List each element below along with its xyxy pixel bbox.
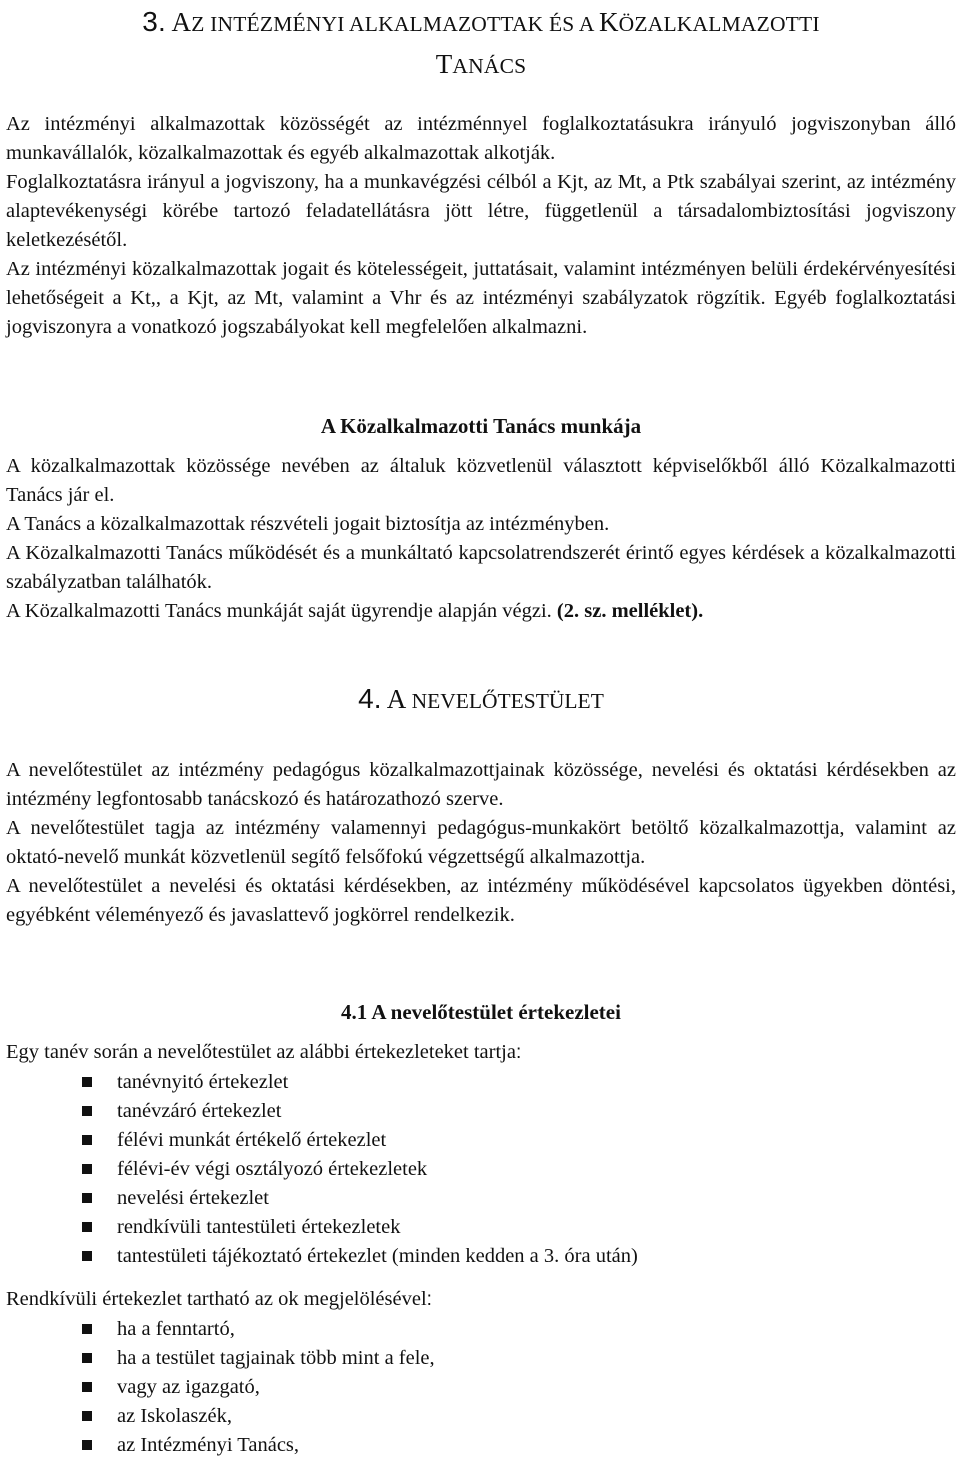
kt-body	[6, 452, 956, 626]
list-item: félévi-év végi osztályozó értekezletek	[6, 1155, 956, 1184]
section-3-body	[6, 110, 956, 342]
list-item: félévi munkát értékelő értekezlet	[6, 1126, 956, 1155]
paragraph: A Tanács a közalkalmazottak részvételi jogait biztosítja az intézményben.	[6, 513, 610, 535]
list-item: vagy az igazgató,	[6, 1373, 956, 1402]
list-item: nevelési értekezlet	[6, 1184, 956, 1213]
paragraph: A Közalkalmazotti Tanács működését és a munkáltató kapcsolatrendszerét érintő egyes kérdések a közalkalmazotti szabályzatban találhatók.	[6, 542, 956, 593]
paragraph: Az intézményi közalkalmazottak jogait és kötelességeit, juttatásait, valamint intézményen belüli érdekérvényesítési lehetőségeit a Kt,, a Kjt, az Mt, valamint a Vhr és az intézményi szabályzatok rögzítik. Egyéb foglalkoztatási jogviszonyra a vonatkozó jogszabályokat kell megfelelően alkalmazni.	[6, 258, 956, 338]
list-item: az Intézményi Tanács,	[6, 1431, 956, 1460]
paragraph: Az intézményi alkalmazottak közösségét az intézménnyel foglalkoztatásukra irányuló jogviszonyban álló munkavállalók, közalkalmazottak és egyéb alkalmazottak alkotják.	[6, 113, 956, 164]
section-3-title: 3. AZ INTÉZMÉNYI ALKALMAZOTTAK ÉS A KÖZALKALMAZOTTI TANÁCS	[142, 6, 820, 79]
list-item: ha a fenntartó,	[6, 1315, 956, 1344]
square-bullet-icon	[82, 1222, 92, 1232]
paragraph: A közalkalmazottak közössége nevében az általuk közvetlenül választott képviselőkből álló Közalkalmazotti Tanács jár el.	[6, 455, 956, 506]
paragraph: A Közalkalmazotti Tanács munkáját saját ügyrendje alapján végzi. (2. sz. melléklet).	[6, 600, 704, 622]
square-bullet-icon	[82, 1164, 92, 1174]
paragraph: Foglalkoztatásra irányul a jogviszony, ha a munkavégzési célból a Kjt, az Mt, a Ptk szabályai szerint, az intézmény alaptevékenységi körébe tartozó feladatellátásra jött létre, függetlenül a társadalombiztosítási jogviszony keletkezésétől.	[6, 171, 956, 251]
list-item: tanévzáró értekezlet	[6, 1097, 956, 1126]
section-3-number: 3.	[142, 6, 167, 37]
paragraph: A nevelőtestület az intézmény pedagógus közalkalmazottjainak közössége, nevelési és oktatási kérdésekben az intézmény legfontosabb tanácskozó és határozathozó szerve.	[6, 759, 956, 810]
list-2-intro: Rendkívüli értekezlet tartható az ok megjelölésével:	[6, 1288, 432, 1310]
square-bullet-icon	[82, 1193, 92, 1203]
list-item: tanévnyitó értekezlet	[6, 1068, 956, 1097]
square-bullet-icon	[82, 1440, 92, 1450]
kt-heading: A Közalkalmazotti Tanács munkája	[320, 414, 642, 438]
square-bullet-icon	[82, 1353, 92, 1363]
square-bullet-icon	[82, 1135, 92, 1145]
section-4-1-heading: 4.1 A nevelőtestület értekezletei	[341, 1000, 621, 1024]
square-bullet-icon	[82, 1106, 92, 1116]
square-bullet-icon	[82, 1411, 92, 1421]
list-1-intro: Egy tanév során a nevelőtestület az alábbi értekezleteket tartja:	[6, 1041, 522, 1063]
section-4-title: 4. A NEVELŐTESTÜLET	[358, 683, 604, 714]
list-item: rendkívüli tantestületi értekezletek	[6, 1213, 956, 1242]
square-bullet-icon	[82, 1382, 92, 1392]
section-4-body	[6, 756, 956, 930]
square-bullet-icon	[82, 1251, 92, 1261]
square-bullet-icon	[82, 1077, 92, 1087]
extraordinary-meeting-list	[6, 1315, 956, 1460]
paragraph: A nevelőtestület a nevelési és oktatási kérdésekben, az intézmény működésével kapcsolatos ügyekben döntési, egyébként véleményező és javaslattevő jogkörrel rendelkezik.	[6, 875, 956, 926]
list-item: tantestületi tájékoztató értekezlet (minden kedden a 3. óra után)	[6, 1242, 956, 1271]
list-item: az Iskolaszék,	[6, 1402, 956, 1431]
meeting-types-list	[6, 1068, 956, 1271]
list-item: ha a testület tagjainak több mint a fele,	[6, 1344, 956, 1373]
paragraph: A nevelőtestület tagja az intézmény valamennyi pedagógus-munkakört betöltő közalkalmazottja, valamint az oktató-nevelő munkát közvetlenül segítő felsőfokú végzettségű alkalmazottja.	[6, 817, 956, 868]
square-bullet-icon	[82, 1324, 92, 1334]
